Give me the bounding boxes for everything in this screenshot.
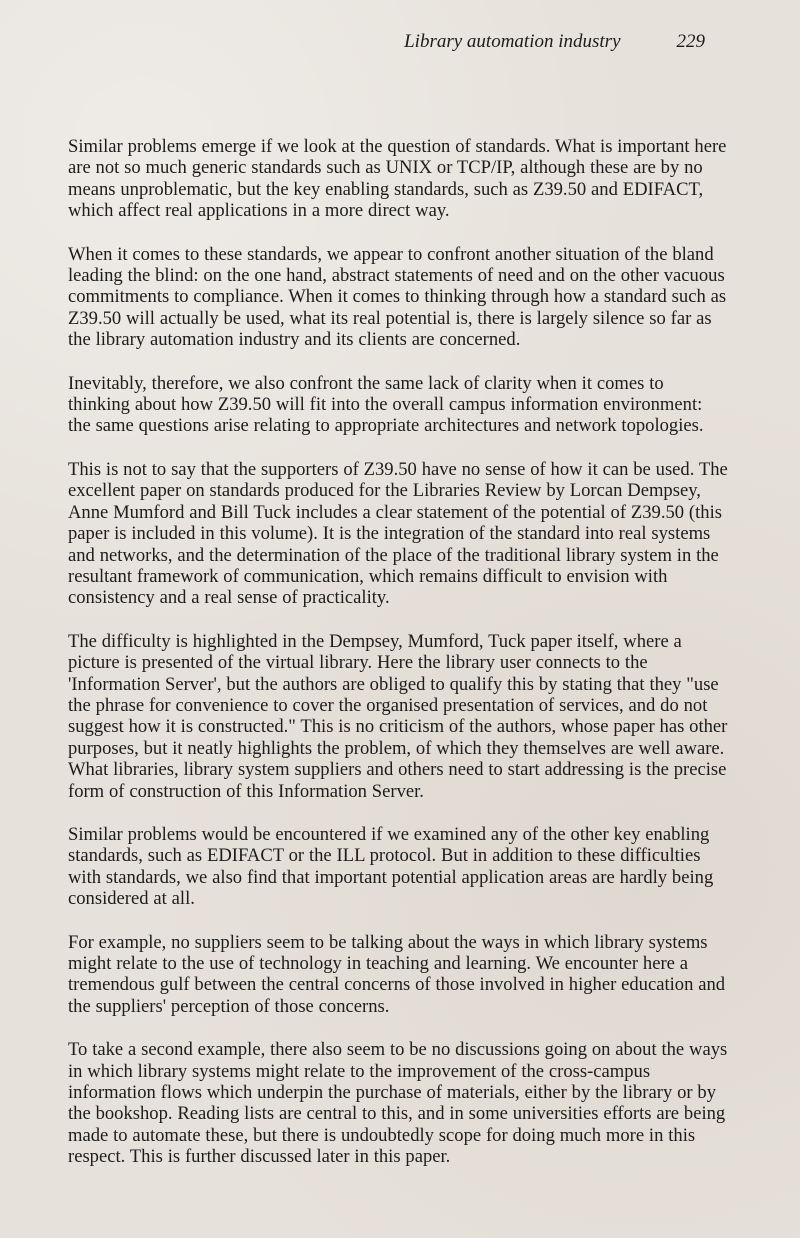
- paragraph-information-server: The difficulty is highlighted in the Dempsey, Mumford, Tuck paper itself, where a picture is presented of the virtual library. Here the library user connects to the 'Information Server', but the authors are obliged to qualify this by stating that they "use the phrase for convenience to cover the organised presentation of services, and do not suggest how it is constructed." This is no criticism of the authors, whose paper has other purposes, but it neatly highlights the problem, of which they themselves are well aware. What libraries, library system suppliers and others need to start addressing is the precise form of construction of this Information Server.: [68, 630, 728, 802]
- running-header-title: Library automation industry: [404, 31, 621, 52]
- paragraph-teaching-learning: For example, no suppliers seem to be talking about the ways in which library systems might relate to the use of technology in teaching and learning. We encounter here a tremendous gulf between the central concerns of those involved in higher education and the suppliers' perception of those concerns.: [68, 931, 726, 1017]
- page-number: 229: [676, 31, 705, 52]
- paragraph-campus-environment: Inevitably, therefore, we also confront the same lack of clarity when it comes to thinking about how Z39.50 will fit into the overall campus information environment: the same questions arise relating to appropriate architectures and network topologies.: [68, 372, 704, 437]
- paragraph-standards-problems: Similar problems emerge if we look at the question of standards. What is important here are not so much generic standards such as UNIX or TCP/IP, although these are by no means unproblematic, but the key enabling standards, such as Z39.50 and EDIFACT, which affect real applications in a more direct way.: [68, 136, 727, 222]
- paragraph-other-standards: Similar problems would be encountered if we examined any of the other key enabling standards, such as EDIFACT or the ILL protocol. But in addition to these difficulties with standards, we also find that important potential application areas are hardly being considered at all.: [68, 823, 714, 910]
- paragraph-bland-leading-blind: When it comes to these standards, we appear to confront another situation of the bland leading the blind: on the one hand, abstract statements of need and on the other vacuous commitments to compliance. When it comes to thinking through how a standard such as Z39.50 will actually be used, what its real potential is, there is largely silence so far as the library automation industry and its clients are concerned.: [68, 243, 727, 351]
- running-header: [404, 30, 705, 54]
- body-text: [68, 136, 728, 1190]
- paragraph-z3950-supporters: This is not to say that the supporters of Z39.50 have no sense of how it can be used. The excellent paper on standards produced for the Libraries Review by Lorcan Dempsey, Anne Mumford and Bill Tuck includes a clear statement of the potential of Z39.50 (this paper is included in this volume). It is the integration of the standard into real systems and networks, and the determination of the place of the traditional library system in the resultant framework of communication, which remains difficult to envision with consistency and a real sense of practicality.: [68, 458, 728, 609]
- paragraph-reading-lists: To take a second example, there also seem to be no discussions going on about the ways in which library systems might relate to the improvement of the cross-campus information flows which underpin the purchase of materials, either by the library or by the bookshop. Reading lists are central to this, and in some universities efforts are being made to automate these, but there is undoubtedly scope for doing much more in this respect. This is further discussed later in this paper.: [68, 1039, 728, 1168]
